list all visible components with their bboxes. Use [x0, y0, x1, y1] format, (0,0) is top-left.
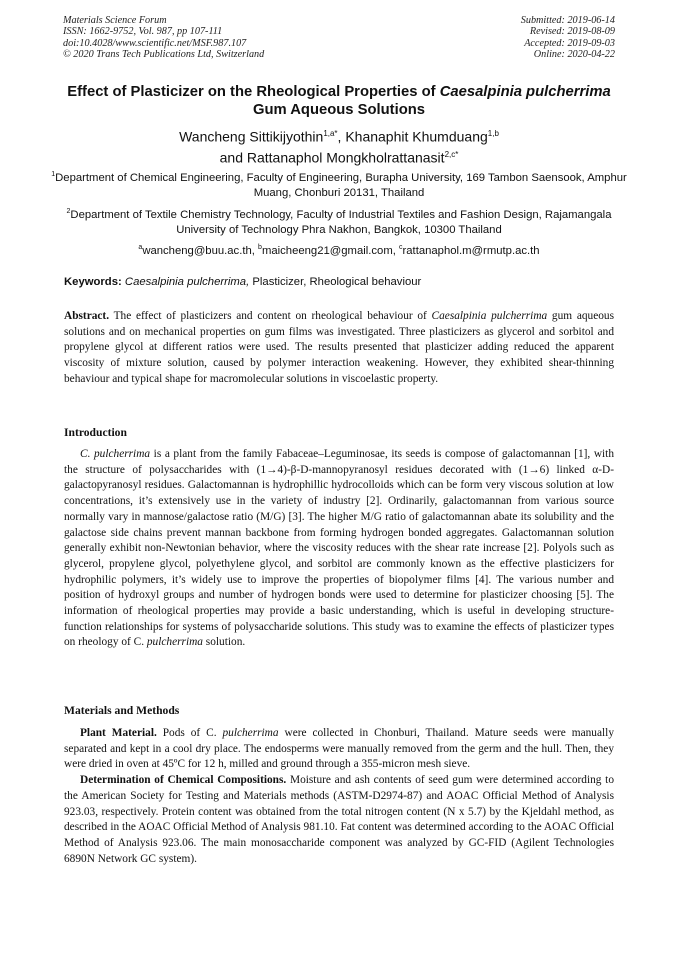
title-part-2: Gum Aqueous Solutions [252, 102, 426, 118]
email-a[interactable]: wancheng@buu.ac.th, [142, 244, 259, 257]
intro-species-2: pulcherrima [146, 636, 203, 649]
copyright-line: © 2020 Trans Tech Publications Ltd, Switzerland [63, 49, 265, 61]
introduction-body [64, 447, 614, 651]
abstract-label: Abstract. [64, 310, 110, 322]
email-b-mark: b [258, 244, 262, 251]
author-3: Rattanaphol Mongkholrattanasit [246, 149, 445, 166]
keywords-rest: Plasticizer, Rheological behaviour [249, 276, 422, 288]
abstract-text-2: gum aqueous solutions and on mechanical properties on gum films was investigated. Three plasticizers as glycerol and sorbitol and propylene glycol at different ratios were used. The results presented that plasticizer adding reduced the apparent viscosity of mixture solution, caused by polymer interaction weakening. However, they exhibited shear-thinning behaviour and typical shape for macromolecular solutions in viscoelastic property. [64, 310, 615, 385]
author-separator: , [337, 128, 346, 145]
author-1: Wancheng Sittikijyothin [179, 128, 324, 145]
journal-header-left [63, 15, 264, 61]
chemical-composition-label: Determination of Chemical Compositions. [80, 774, 287, 787]
revised-date: Revised: 2019-08-09 [529, 26, 615, 38]
chemical-composition-text: Moisture and ash contents of seed gum were determined according to the American Society for Testing and Materials methods (ASTM-D2974-87) and AOAC Official Method of Analysis 923.03, respectively. Protein content was obtained from the total nitrogen content (N x 5.7) by the Kjeldahl method, as described in the AOAC Official Method of Analysis 981.10. Fat content was determined according to the AOAC Official Method of Analysis 923.06. The main monosaccharide component was analyzed by GC-FID (Agilent Technologies 6890N Network GC system). [64, 774, 614, 865]
issn-line: ISSN: 1662-9752, Vol. 987, pp 107-111 [63, 26, 223, 38]
title-part-1: Effect of Plasticizer on the Rheological Properties of [67, 84, 440, 100]
online-date: Online: 2020-04-22 [533, 49, 615, 61]
journal-name: Materials Science Forum [63, 15, 167, 26]
materials-body [64, 726, 614, 867]
author-2: Khanaphit Khumduang [345, 128, 488, 145]
journal-header-right [521, 15, 615, 61]
author-3-affil: 2,c* [444, 150, 459, 160]
abstract-text-1: The effect of plasticizers and content on rheological behaviour of [109, 310, 432, 322]
affiliation-2-mark: 2 [66, 208, 71, 215]
plant-material-text-1: Pods of C. [156, 727, 223, 739]
doi-line: doi:10.4028/www.scientific.net/MSF.987.107 [63, 37, 247, 49]
plant-material-text-2: were collected in Chonburi, Thailand. Mature seeds were manually separated and kept in a cool dry place. The endosperms were manually removed from the germ and the hull. Then, they were dried in oven at 45ºC for 12 h, milled and ground through a 355-micron mesh sieve. [64, 727, 614, 771]
plant-material-label: Plant Material. [80, 727, 157, 739]
email-c-mark: c [399, 244, 403, 251]
email-a-mark: a [138, 244, 143, 251]
title-species: Caesalpinia pulcherrima [439, 84, 611, 100]
email-list [50, 240, 628, 259]
materials-heading: Materials and Methods [64, 704, 180, 717]
affiliation-1 [50, 167, 628, 202]
email-c[interactable]: rattanaphol.m@rmutp.ac.th [402, 244, 540, 257]
affiliation-2-text: Department of Textile Chemistry Technology, Faculty of Industrial Textiles and Fashion Design, Rajamangala University of Technology Phra Nakhon, Bangkok, 10300 Thailand [70, 208, 612, 237]
intro-text-1: is a plant from the family Fabaceae–Leguminosae, its seeds is compose of galactomannan [1], with the structure of polysaccharides with (1→4)-β-D-mannopyranosyl residues decorated with (1→6) linked α-D-galactopyranosyl residues. Galactomannan is hydrophillic hydrocolloids which can be form very viscous solution at low concentrations, it’s extensively use in the variety of industry [2]. Ordinarily, galactomannan from various source normally vary in mannose/galactose ratio (M/G) [3]. The higher M/G ratio of galactomannan abate its solubility and the galactose side chains prevent mannan backbone from forming hydrogen bonded aggregates. Galactomannan solution generally exhibit non-Newtonian behavior, where the viscosity reduces with the shear rate increase [2]. Polyols such as glycerol, propylene glycol, polyethylene glycol, and sorbitol are commonly known as the effective plasticizers for hydrophilic polymers, it’s widely use to improve the properties of biopolymer films [4]. The various number and position of hydroxyl groups and number of hydrogen bonds were used to determine for plasticizer choosing [5]. The information of rheological properties may provide a basic understanding, which is useful in developing structure-function relationships for systems of polysaccharide solutions. This study was to examine the effects of plasticizer types on rheology of C. [64, 448, 614, 649]
author-1-affil: 1,a* [323, 129, 338, 138]
chemical-composition-paragraph [64, 773, 614, 867]
intro-species: C. pulcherrima [80, 448, 151, 460]
introduction-heading: Introduction [64, 426, 127, 439]
abstract-species: Caesalpinia pulcherrima [431, 310, 548, 322]
plant-material-species: pulcherrima [222, 727, 279, 739]
keywords-label: Keywords: [64, 276, 122, 288]
submitted-date: Submitted: 2019-06-14 [520, 15, 615, 26]
author-list [60, 125, 618, 167]
abstract [64, 309, 614, 388]
accepted-date: Accepted: 2019-09-03 [524, 37, 615, 49]
author-2-affil: 1,b [487, 129, 499, 138]
plant-material-paragraph [64, 726, 614, 773]
affiliation-1-mark: 1 [51, 171, 56, 178]
keywords [64, 276, 421, 288]
affiliation-2 [50, 204, 628, 239]
author-separator-and: and [219, 149, 247, 166]
intro-text-2: solution. [202, 636, 246, 649]
affiliation-1-text: Department of Chemical Engineering, Faculty of Engineering, Burapha University, 169 Tambon Saensook, Amphur Muang, Chonburi 20131, Thailand [55, 171, 627, 200]
keyword-species: Caesalpinia pulcherrima, [124, 276, 250, 288]
email-b[interactable]: maicheeng21@gmail.com, [261, 244, 400, 257]
paper-title [60, 83, 618, 119]
